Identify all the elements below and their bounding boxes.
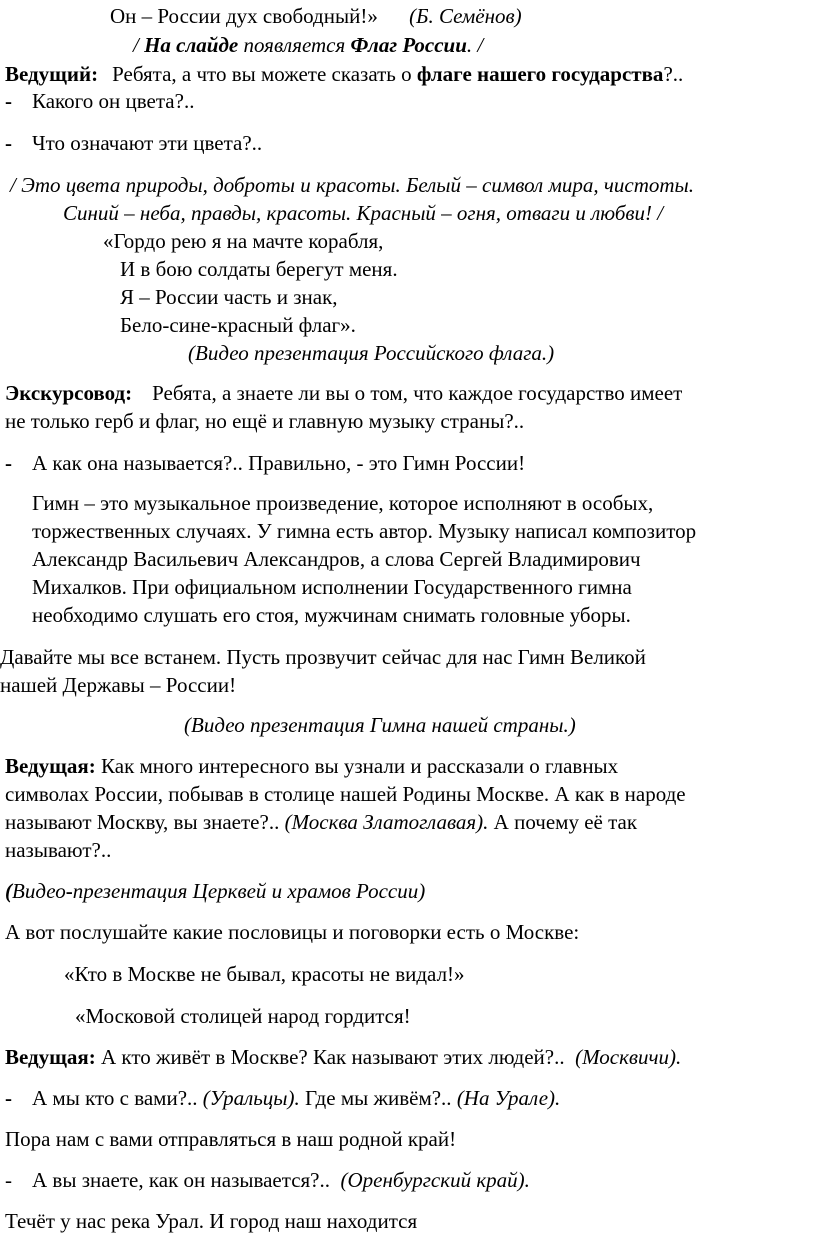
host-moscow-cont: символах России, побывав в столице нашей Родины Москве. А как в народе [5, 782, 686, 806]
stand-up-line: Давайте мы все встанем. Пусть прозвучит сейчас для нас Гимн Великой [0, 645, 646, 669]
poem-line: И в бою солдаты берегут меня. [120, 257, 398, 281]
proverb: «Кто в Москве не бывал, красоты не видал!» [64, 962, 465, 986]
anthem-paragraph-line: Гимн – это музыкальное произведение, которое исполняют в особых, [32, 491, 654, 515]
video-churches-note: (Видео-презентация Церквей и храмов России) [5, 879, 426, 903]
host-moscow-cont: называют Москву, вы знаете?.. (Москва Златоглавая). А почему её так [5, 810, 638, 834]
poem-line: Бело-сине-красный флаг». [120, 313, 356, 337]
question-urals: - А мы кто с вами?.. (Уральцы). Где мы живём?.. (На Урале). [5, 1086, 561, 1110]
proverbs-intro: А вот послушайте какие пословицы и поговорки есть о Москве: [5, 920, 580, 944]
colors-explanation-2: Синий – неба, правды, красоты. Красный – огня, отваги и любви! / [63, 201, 664, 225]
speaker-label: Ведущий: [5, 62, 99, 86]
question-region: - А вы знаете, как он называется?.. (Оренбургский край). [5, 1168, 530, 1192]
guide-intro: Экскурсовод: Ребята, а знаете ли вы о том, что каждое государство имеет [5, 381, 683, 405]
question-meaning: - Что означают эти цвета?.. [5, 131, 263, 155]
host-moscow-cont: называют?.. [5, 838, 112, 862]
speaker-label: Ведущая: [5, 1045, 96, 1069]
poem-line: Я – России часть и знак, [120, 285, 338, 309]
colors-explanation-1: / Это цвета природы, доброты и красоты. Белый – символ мира, чистоты. [10, 173, 695, 197]
anthem-paragraph-line: необходимо слушать его стоя, мужчинам снимать головные уборы. [32, 603, 631, 627]
poem-end-line [110, 2, 522, 30]
speaker-label: Ведущая: [5, 754, 96, 778]
poem-line: «Гордо рею я на мачте корабля, [103, 229, 384, 253]
anthem-paragraph-line: Михалков. При официальном исполнении Государственного гимна [32, 575, 632, 599]
host-muscovites: Ведущая: А кто живёт в Москве? Как называют этих людей?.. (Москвичи). [5, 1045, 682, 1069]
video-flag-note: (Видео презентация Российского флага.) [188, 341, 555, 365]
poem-author: (Б. Семёнов) [409, 4, 522, 28]
anthem-question: - А как она называется?.. Правильно, - это Гимн России! [5, 451, 526, 475]
host-flag-question: Ведущий: Ребята, а что вы можете сказать о флаге нашего государства?.. [5, 62, 684, 86]
guide-intro-cont: не только герб и флаг, но ещё и главную музыку страны?.. [5, 409, 525, 433]
river-line: Течёт у нас река Урал. И город наш находится [5, 1209, 418, 1233]
poem-end-text: Он – России дух свободный!» [110, 4, 378, 28]
anthem-paragraph-line: торжественных случаях. У гимна есть автор. Музыку написал композитор [32, 519, 697, 543]
question-color: - Какого он цвета?.. [5, 89, 195, 113]
travel-line: Пора нам с вами отправляться в наш родной край! [5, 1127, 457, 1151]
slide-direction: / На слайде появляется Флаг России. / [133, 33, 484, 57]
anthem-paragraph-line: Александр Васильевич Александров, а слова Сергей Владимирович [32, 547, 641, 571]
speaker-label: Экскурсовод: [5, 381, 133, 405]
host-moscow: Ведущая: Как много интересного вы узнали и рассказали о главных [5, 754, 619, 778]
stand-up-line: нашей Державы – России! [0, 673, 237, 697]
proverb: «Московой столицей народ гордится! [75, 1004, 411, 1028]
video-anthem-note: (Видео презентация Гимна нашей страны.) [184, 713, 576, 737]
